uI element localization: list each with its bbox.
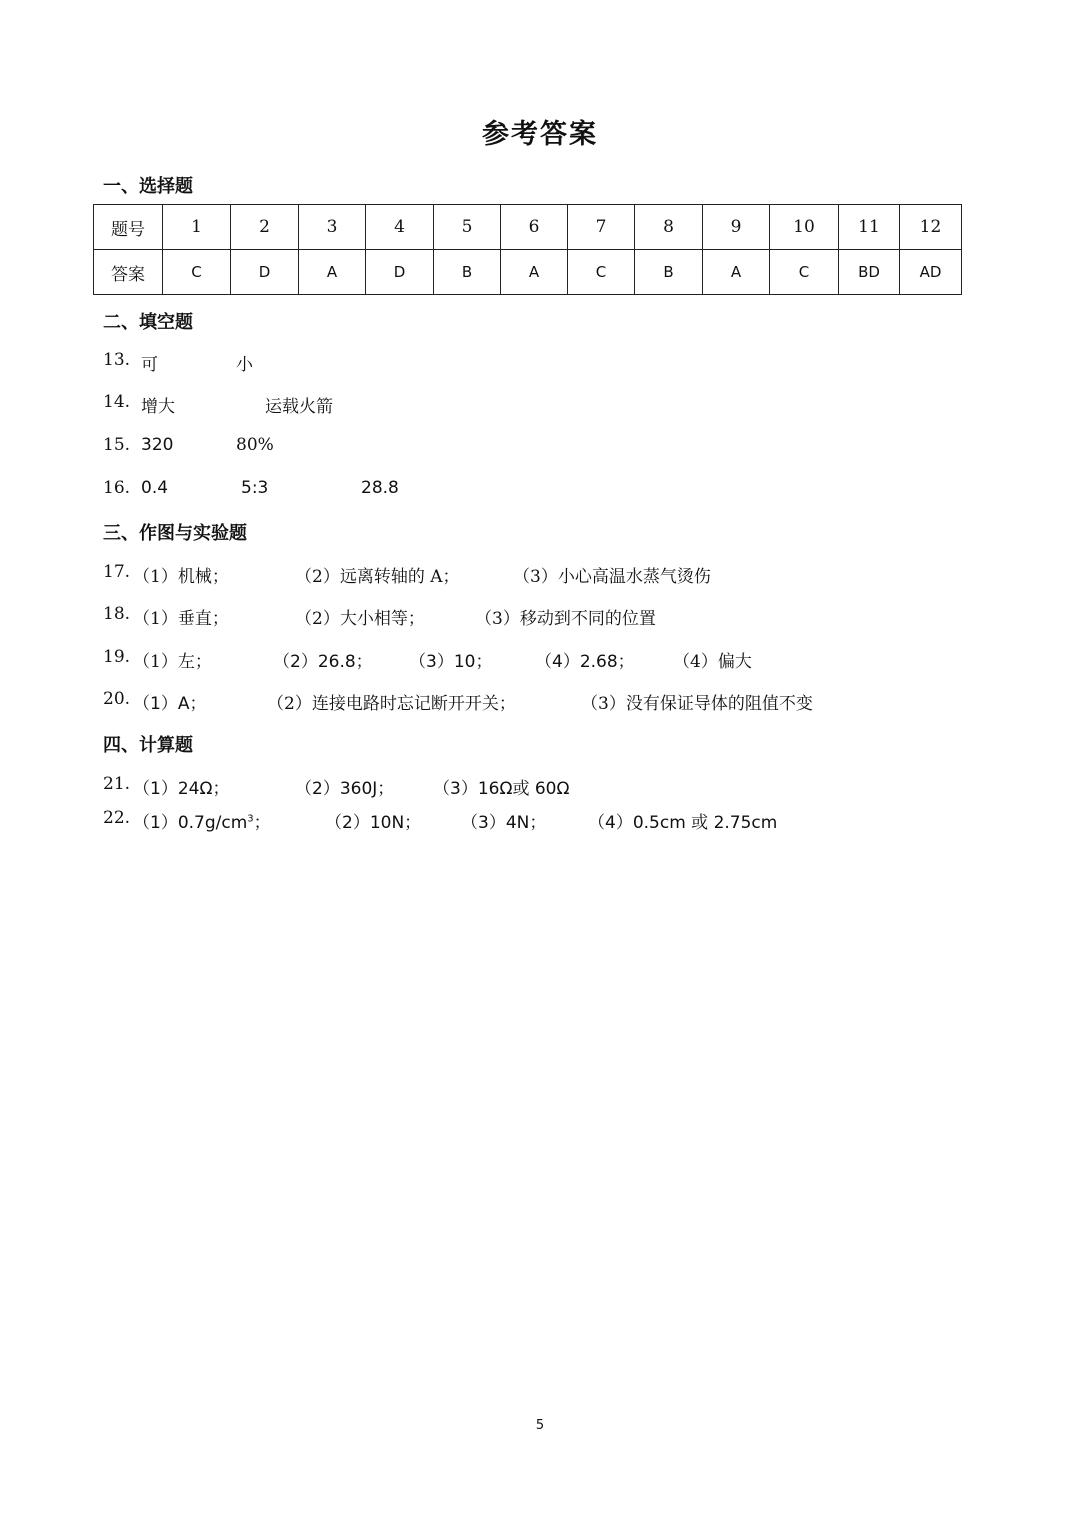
answer-text: （2）连接电路时忘记断开开关；: [267, 694, 516, 714]
table-cell: D: [366, 250, 434, 295]
page-number: 5: [535, 1418, 545, 1433]
table-cell: 12: [900, 205, 962, 250]
question-number: 22.: [103, 808, 131, 828]
answer-text: （3）10；: [409, 652, 493, 672]
answer-text: 增大: [141, 397, 175, 417]
answer-text: 运载火箭: [265, 397, 333, 417]
table-cell: 11: [839, 205, 900, 250]
table-cell: B: [434, 250, 501, 295]
answer-text: （2）10N；: [325, 813, 422, 833]
row-header-answer: 答案: [94, 250, 163, 295]
table-cell: BD: [839, 250, 900, 295]
section-heading-fill: 二、填空题: [103, 312, 193, 333]
answer-text: （1）机械；: [133, 567, 229, 587]
answer-text-base: （1）0.7g/cm: [133, 813, 248, 833]
table-cell: B: [635, 250, 703, 295]
answer-text: （1）左；: [133, 652, 212, 672]
page-title: 参考答案: [482, 119, 598, 150]
table-cell: C: [568, 250, 635, 295]
answer-text: （4）2.68；: [535, 652, 635, 672]
answer-text: （1）24Ω；: [133, 779, 230, 799]
answer-text-punct: ；: [253, 813, 271, 833]
answer-text: （3）16Ω或 60Ω: [433, 779, 570, 799]
question-number: 14.: [103, 392, 131, 412]
table-cell: A: [501, 250, 568, 295]
table-cell: 9: [703, 205, 770, 250]
section-heading-calculation: 四、计算题: [103, 735, 193, 756]
table-cell: C: [770, 250, 839, 295]
question-number: 19.: [103, 647, 131, 667]
answer-text: [133, 808, 271, 833]
table-cell: 6: [501, 205, 568, 250]
answer-text: 320: [141, 435, 174, 455]
answer-text: 小: [236, 355, 253, 375]
answer-table: [93, 204, 962, 295]
answer-text: （1）A；: [133, 694, 207, 714]
table-cell: 8: [635, 205, 703, 250]
table-cell: 3: [299, 205, 366, 250]
table-row-answers: [94, 250, 962, 295]
table-row-numbers: [94, 205, 962, 250]
table-cell: A: [299, 250, 366, 295]
answer-text: （2）26.8；: [273, 652, 373, 672]
answer-text: 可: [141, 355, 158, 375]
answer-text: （3）小心高温水蒸气烫伤: [513, 567, 711, 587]
table-cell: AD: [900, 250, 962, 295]
table-cell: A: [703, 250, 770, 295]
question-number: 20.: [103, 689, 131, 709]
answer-text: （3）没有保证导体的阻值不变: [581, 694, 813, 714]
question-number: 17.: [103, 562, 131, 582]
row-header-number: 题号: [94, 205, 163, 250]
answer-text: （4）0.5cm 或 2.75cm: [588, 813, 778, 833]
section-heading-choice: 一、选择题: [103, 176, 193, 197]
table-cell: 7: [568, 205, 635, 250]
answer-text: （3）移动到不同的位置: [475, 609, 656, 629]
table-cell: 4: [366, 205, 434, 250]
answer-text: （4）偏大: [673, 652, 752, 672]
superscript: 3: [247, 813, 254, 825]
table-cell: 1: [163, 205, 231, 250]
answer-text: 5:3: [241, 478, 269, 498]
question-number: 18.: [103, 604, 131, 624]
table-cell: C: [163, 250, 231, 295]
table-cell: 2: [231, 205, 299, 250]
table-cell: D: [231, 250, 299, 295]
section-heading-experiment: 三、作图与实验题: [103, 523, 247, 544]
answer-text: （3）4N；: [461, 813, 547, 833]
answer-text: 28.8: [361, 478, 399, 498]
answer-text: （1）垂直；: [133, 609, 229, 629]
answer-text: 80%: [236, 435, 274, 455]
answer-text: （2）远离转轴的 A；: [295, 567, 460, 587]
answer-text: （2）360J；: [295, 779, 395, 799]
question-number: 15.: [103, 435, 131, 455]
answer-text: （2）大小相等；: [295, 609, 425, 629]
answer-text: 0.4: [141, 478, 169, 498]
question-number: 21.: [103, 774, 131, 794]
table-cell: 10: [770, 205, 839, 250]
table-cell: 5: [434, 205, 501, 250]
question-number: 16.: [103, 478, 131, 498]
question-number: 13.: [103, 350, 131, 370]
